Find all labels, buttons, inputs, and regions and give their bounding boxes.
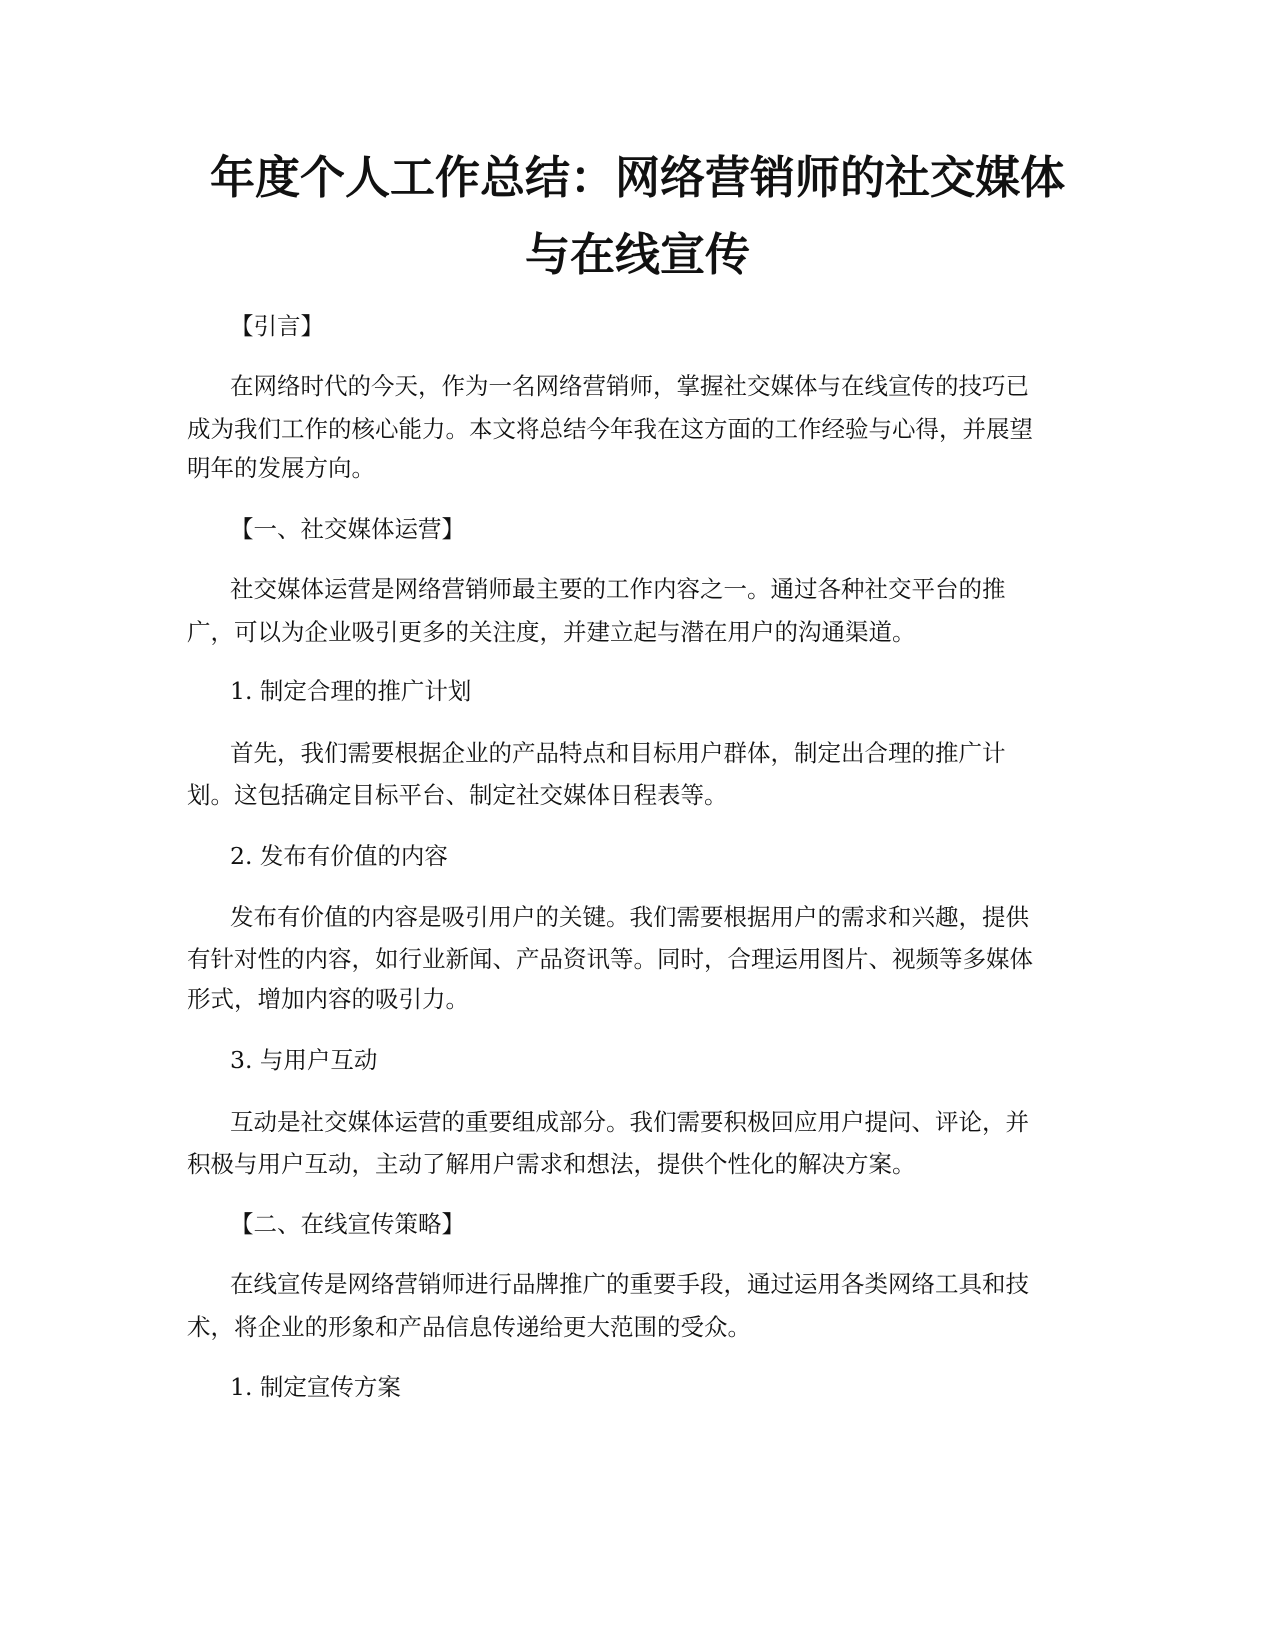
document-title-line-1: 年度个人工作总结：网络营销师的社交媒体 — [209, 151, 1065, 204]
section-heading-online-promotion: 【二、在线宣传策略】 — [230, 1210, 465, 1238]
paragraph-line: 积极与用户互动，主动了解用户需求和想法，提供个性化的解决方案。 — [187, 1150, 916, 1178]
subheading-interaction: 3. 与用户互动 — [230, 1046, 378, 1074]
section-heading-social-media: 【一、社交媒体运营】 — [230, 515, 465, 543]
subheading-content: 2. 发布有价值的内容 — [230, 842, 448, 870]
paragraph-line: 社交媒体运营是网络营销师最主要的工作内容之一。通过各种社交平台的推 — [230, 575, 1006, 603]
paragraph-line: 成为我们工作的核心能力。本文将总结今年我在这方面的工作经验与心得，并展望 — [187, 415, 1033, 443]
paragraph-line: 在网络时代的今天，作为一名网络营销师，掌握社交媒体与在线宣传的技巧已 — [230, 372, 1029, 400]
paragraph-line: 首先，我们需要根据企业的产品特点和目标用户群体，制定出合理的推广计 — [230, 739, 1006, 767]
section-heading-intro: 【引言】 — [230, 312, 324, 340]
paragraph-line: 广，可以为企业吸引更多的关注度，并建立起与潜在用户的沟通渠道。 — [187, 618, 916, 646]
document-title-line-2: 与在线宣传 — [524, 228, 750, 281]
paragraph-line: 有针对性的内容，如行业新闻、产品资讯等。同时，合理运用图片、视频等多媒体 — [187, 945, 1033, 973]
paragraph-line: 互动是社交媒体运营的重要组成部分。我们需要积极回应用户提问、评论，并 — [230, 1108, 1029, 1136]
paragraph-line: 形式，增加内容的吸引力。 — [187, 985, 469, 1013]
paragraph-line: 划。这包括确定目标平台、制定社交媒体日程表等。 — [187, 781, 728, 809]
paragraph-line: 发布有价值的内容是吸引用户的关键。我们需要根据用户的需求和兴趣，提供 — [230, 903, 1029, 931]
subheading-promotion-plan: 1. 制定宣传方案 — [230, 1373, 401, 1401]
paragraph-line: 术，将企业的形象和产品信息传递给更大范围的受众。 — [187, 1313, 751, 1341]
paragraph-line: 在线宣传是网络营销师进行品牌推广的重要手段，通过运用各类网络工具和技 — [230, 1270, 1029, 1298]
paragraph-line: 明年的发展方向。 — [187, 454, 375, 482]
subheading-plan: 1. 制定合理的推广计划 — [230, 677, 472, 705]
